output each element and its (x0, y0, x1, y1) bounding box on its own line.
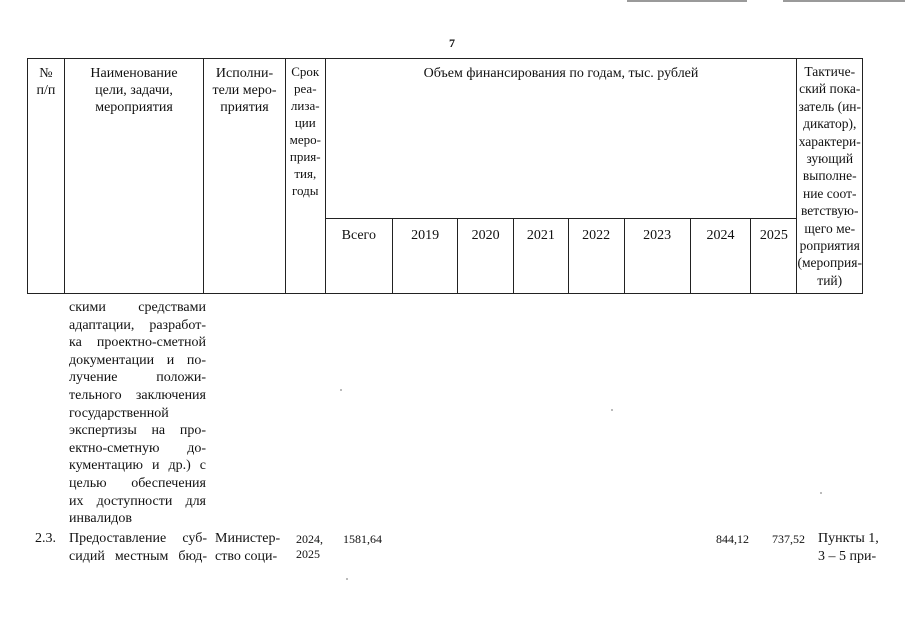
header-year-2025: 2025 (751, 219, 797, 294)
scan-edge-line-1 (627, 0, 747, 2)
text-line: их доступности для (69, 493, 206, 509)
header-total-cell: Всего (325, 219, 392, 294)
text-line: государственной (69, 405, 169, 421)
text-line: адаптации, разработ- (69, 317, 206, 333)
scan-speck (346, 578, 348, 580)
text-line: Предоставление суб- (69, 531, 207, 546)
text-line: 2024, (296, 532, 323, 546)
text-line: ство соци- (215, 548, 278, 564)
text-line: ектно-сметную до- (69, 440, 206, 456)
row-2-3-indicator (818, 530, 879, 565)
scan-speck (340, 389, 342, 391)
text-line: документации и по- (69, 352, 206, 368)
text-line: ка проектно-сметной (69, 335, 206, 351)
row-2-3-2024: 844,12 (716, 532, 749, 546)
row-2-3-name (69, 530, 207, 565)
header-year-2019: 2019 (393, 219, 458, 294)
text-line: сидий местным бюд- (69, 548, 207, 564)
text-line: Министер- (215, 531, 281, 546)
text-line: инвалидов (69, 511, 132, 527)
header-year-2023: 2023 (624, 219, 690, 294)
page-number: 7 (449, 36, 455, 50)
table-header (27, 58, 863, 294)
scan-speck (611, 409, 613, 411)
row-2-3-number: 2.3. (35, 531, 56, 546)
header-year-2024: 2024 (690, 219, 750, 294)
row-2-3-total: 1581,64 (343, 532, 382, 546)
text-line: экспертизы на про- (69, 423, 206, 439)
text-line: тельного заключения (69, 387, 206, 403)
header-year-2021: 2021 (514, 219, 569, 294)
text-line: 3 – 5 при- (818, 548, 877, 564)
header-indicator-cell: Тактиче- ский пока- затель (ин- дикатор), характери- зующий выполне- ние соот- ветствую- щего ме- роприятия (мероприя- тий) (797, 59, 863, 294)
header-executors-cell: Исполни- тели меро- приятия (204, 59, 286, 294)
header-name-cell: Наименование цели, задачи, мероприятия (64, 59, 203, 294)
scan-speck (820, 492, 822, 494)
scan-edge-line-2 (783, 0, 905, 2)
text-line: лучение положи- (69, 370, 206, 386)
header-year-2022: 2022 (568, 219, 624, 294)
text-line: скими средствами (69, 300, 206, 315)
row-2-3-executor (215, 530, 291, 565)
text-line: целью обеспечения (69, 475, 206, 491)
row-2-3-2025: 737,52 (772, 532, 805, 546)
text-line: кументацию и др.) с (69, 458, 206, 474)
header-number-cell: № п/п (28, 59, 65, 294)
text-line: Пункты 1, (818, 531, 879, 546)
header-year-2020: 2020 (458, 219, 514, 294)
header-funding-cell: Объем финансирования по годам, тыс. рублей (325, 59, 797, 219)
text-line: 2025 (296, 547, 320, 561)
row-2-3-terms (296, 532, 323, 562)
continuation-text (69, 299, 206, 528)
header-terms-cell: Срок реа- лиза- ции меро- прия- тия, годы (285, 59, 325, 294)
